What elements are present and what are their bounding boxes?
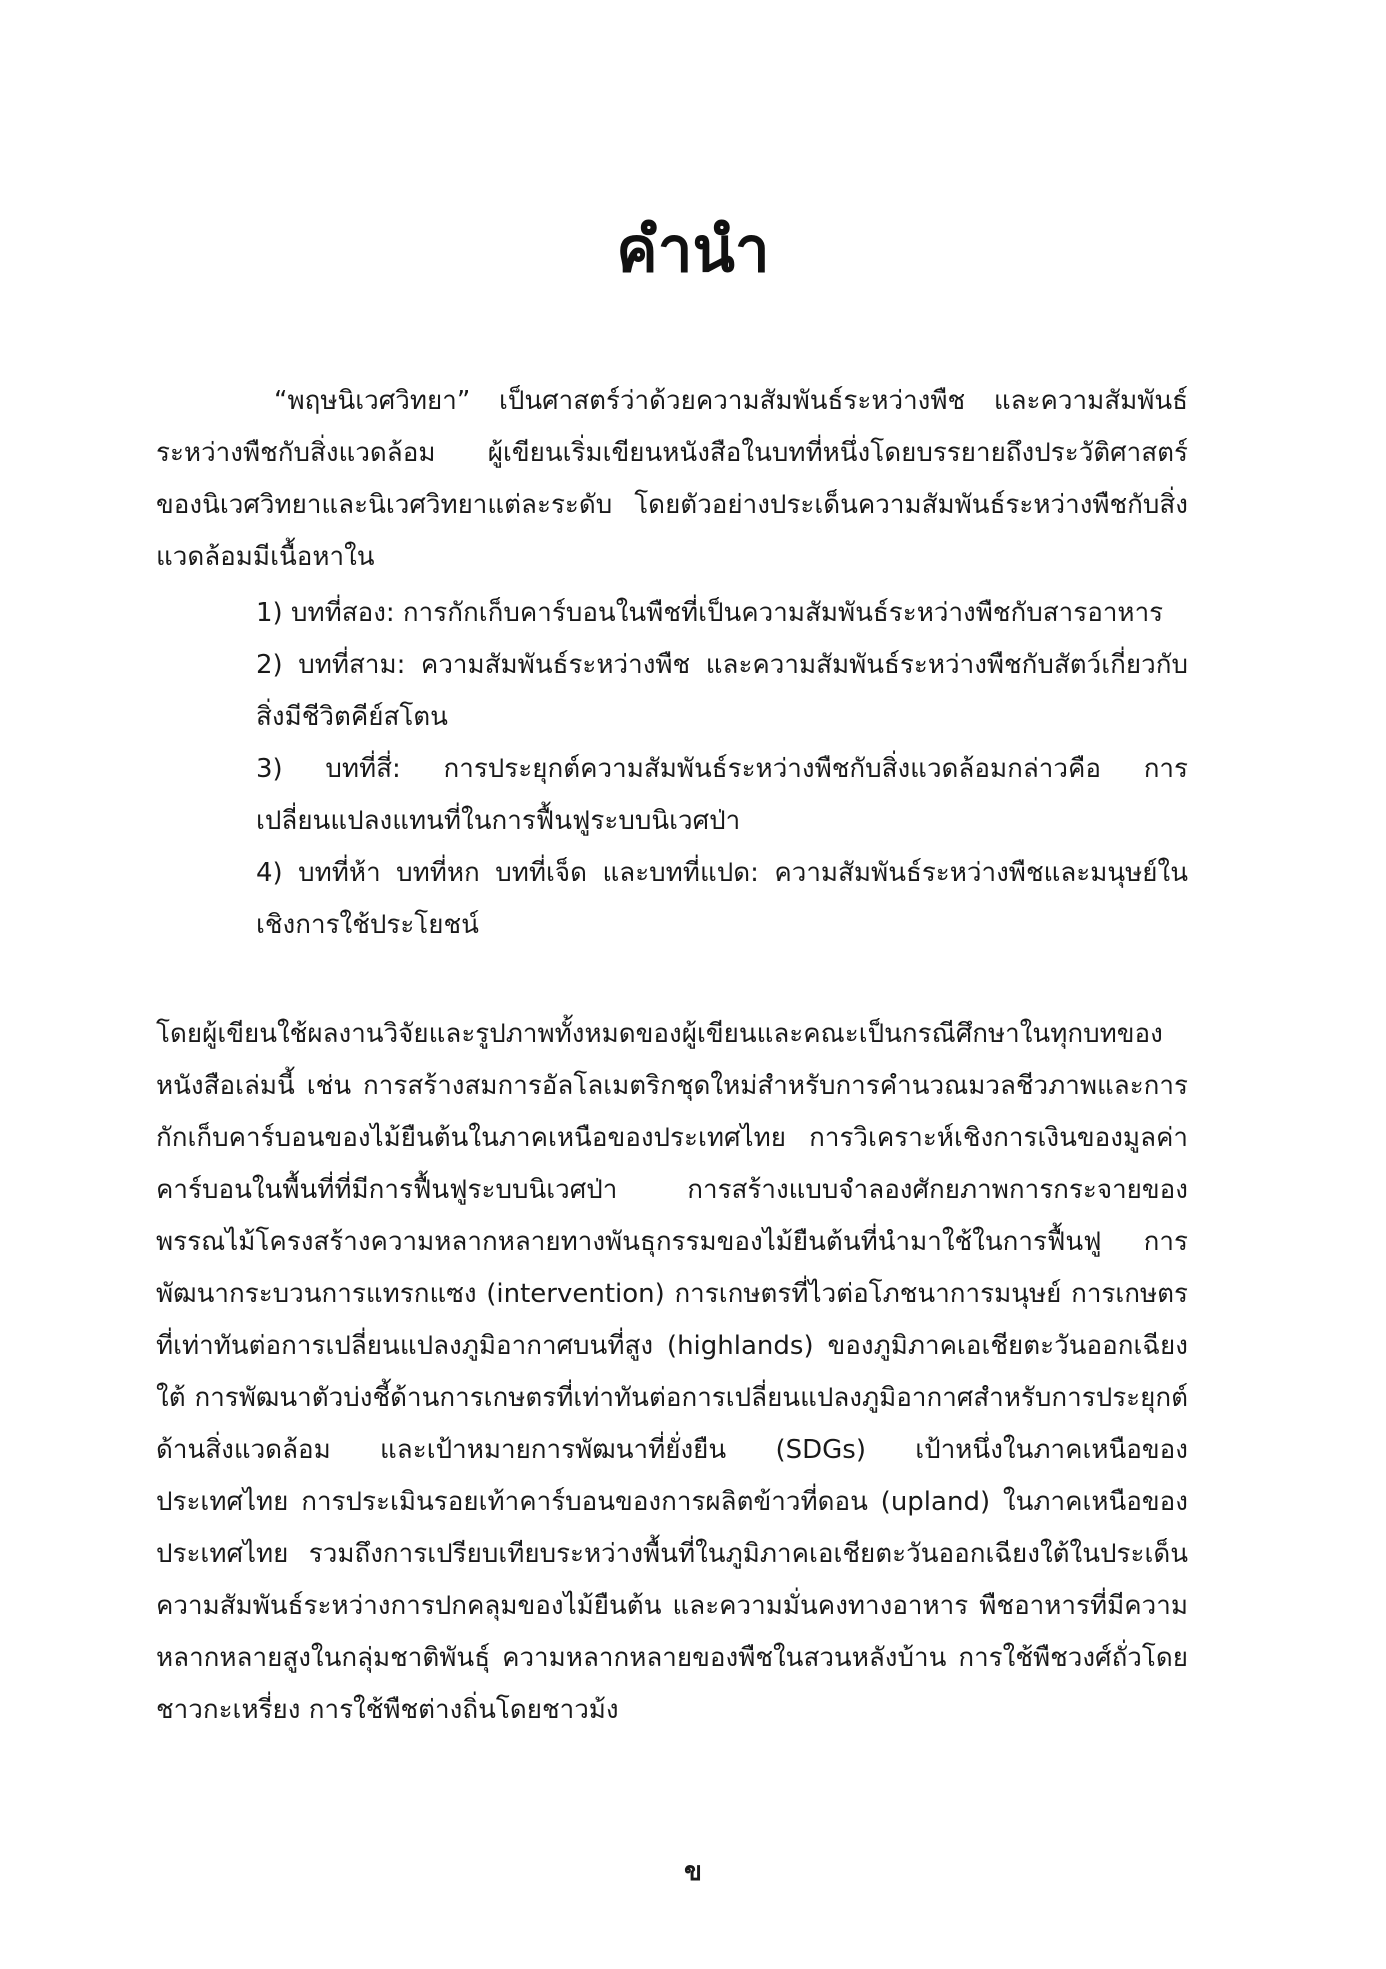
outro-paragraph: โดยผู้เขียนใช้ผลงานวิจัยและรูปภาพทั้งหมดของผู้เขียนและคณะเป็นกรณีศึกษาในทุกบทของหนังสือเล่มนี้ เช่น การสร้างสมการอัลโลเมตริกชุดใหม่สำหรับการคำนวณมวลชีวภาพและการกักเก็บคาร์บอนของไม้ยืนต้นในภาคเหนือของประเทศไทย การวิเคราะห์เชิงการเงินของมูลค่าคาร์บอนในพื้นที่ที่มีการฟื้นฟูระบบนิเวศป่า การสร้างแบบจำลองศักยภาพการกระจายของพรรณไม้โครงสร้างความหลากหลายทางพันธุกรรมของไม้ยืนต้นที่นำมาใช้ในการฟื้นฟู การพัฒนากระบวนการแทรกแซง (intervention) การเกษตรที่ไวต่อโภชนาการมนุษย์ การเกษตรที่เท่าทันต่อการเปลี่ยนแปลงภูมิอากาศบนที่สูง (highlands) ของภูมิภาคเอเชียตะวันออกเฉียงใต้ การพัฒนาตัวบ่งชี้ด้านการเกษตรที่เท่าทันต่อการเปลี่ยนแปลงภูมิอากาศสำหรับการประยุกต์ด้านสิ่งแวดล้อม และเป้าหมายการพัฒนาที่ยั่งยืน (SDGs) เป้าหนึ่งในภาคเหนือของประเทศไทย การประเมินรอยเท้าคาร์บอนของการผลิตข้าวที่ดอน (upland) ในภาคเหนือของประเทศไทย รวมถึงการเปรียบเทียบระหว่างพื้นที่ในภูมิภาคเอเชียตะวันออกเฉียงใต้ในประเด็นความสัมพันธ์ระหว่างการปกคลุมของไม้ยืนต้น และความมั่นคงทางอาหาร พืชอาหารที่มีความหลากหลายสูงในกลุ่มชาติพันธุ์ ความหลากหลายของพืชในสวนหลังบ้าน การใช้พืชวงศ์ถั่วโดยชาวกะเหรี่ยง การใช้พืชต่างถิ่นโดยชาวม้ง bbox=[156, 1019, 1188, 1725]
chapter-item: 2) บทที่สาม: ความสัมพันธ์ระหว่างพืช และความสัมพันธ์ระหว่างพืชกับสัตว์เกี่ยวกับสิ่งมีชีวิตคีย์สโตน bbox=[256, 650, 1188, 732]
chapter-item: 4) บทที่ห้า บทที่หก บทที่เจ็ด และบทที่แปด: ความสัมพันธ์ระหว่างพืชและมนุษย์ในเชิงการใช้ประโยชน์ bbox=[256, 858, 1188, 940]
page-number: ข bbox=[684, 1857, 702, 1887]
chapter-item: 3) บทที่สี่: การประยุกต์ความสัมพันธ์ระหว่างพืชกับสิ่งแวดล้อมกล่าวคือ การเปลี่ยนแปลงแทนที่ในการฟื้นฟูระบบนิเวศป่า bbox=[256, 754, 1188, 836]
page-title: คำนำ bbox=[616, 213, 770, 286]
chapter-item: 1) บทที่สอง: การกักเก็บคาร์บอนในพืชที่เป็นความสัมพันธ์ระหว่างพืชกับสารอาหาร bbox=[256, 598, 1164, 628]
intro-paragraph: “พฤษนิเวศวิทยา” เป็นศาสตร์ว่าด้วยความสัมพันธ์ระหว่างพืช และความสัมพันธ์ระหว่างพืชกับสิ่งแวดล้อม ผู้เขียนเริ่มเขียนหนังสือในบทที่หนึ่งโดยบรรยายถึงประวัติศาสตร์ของนิเวศวิทยาและนิเวศวิทยาแต่ละระดับ โดยตัวอย่างประเด็นความสัมพันธ์ระหว่างพืชกับสิ่งแวดล้อมมีเนื้อหาใน bbox=[156, 386, 1188, 572]
chapter-list bbox=[256, 587, 1188, 951]
